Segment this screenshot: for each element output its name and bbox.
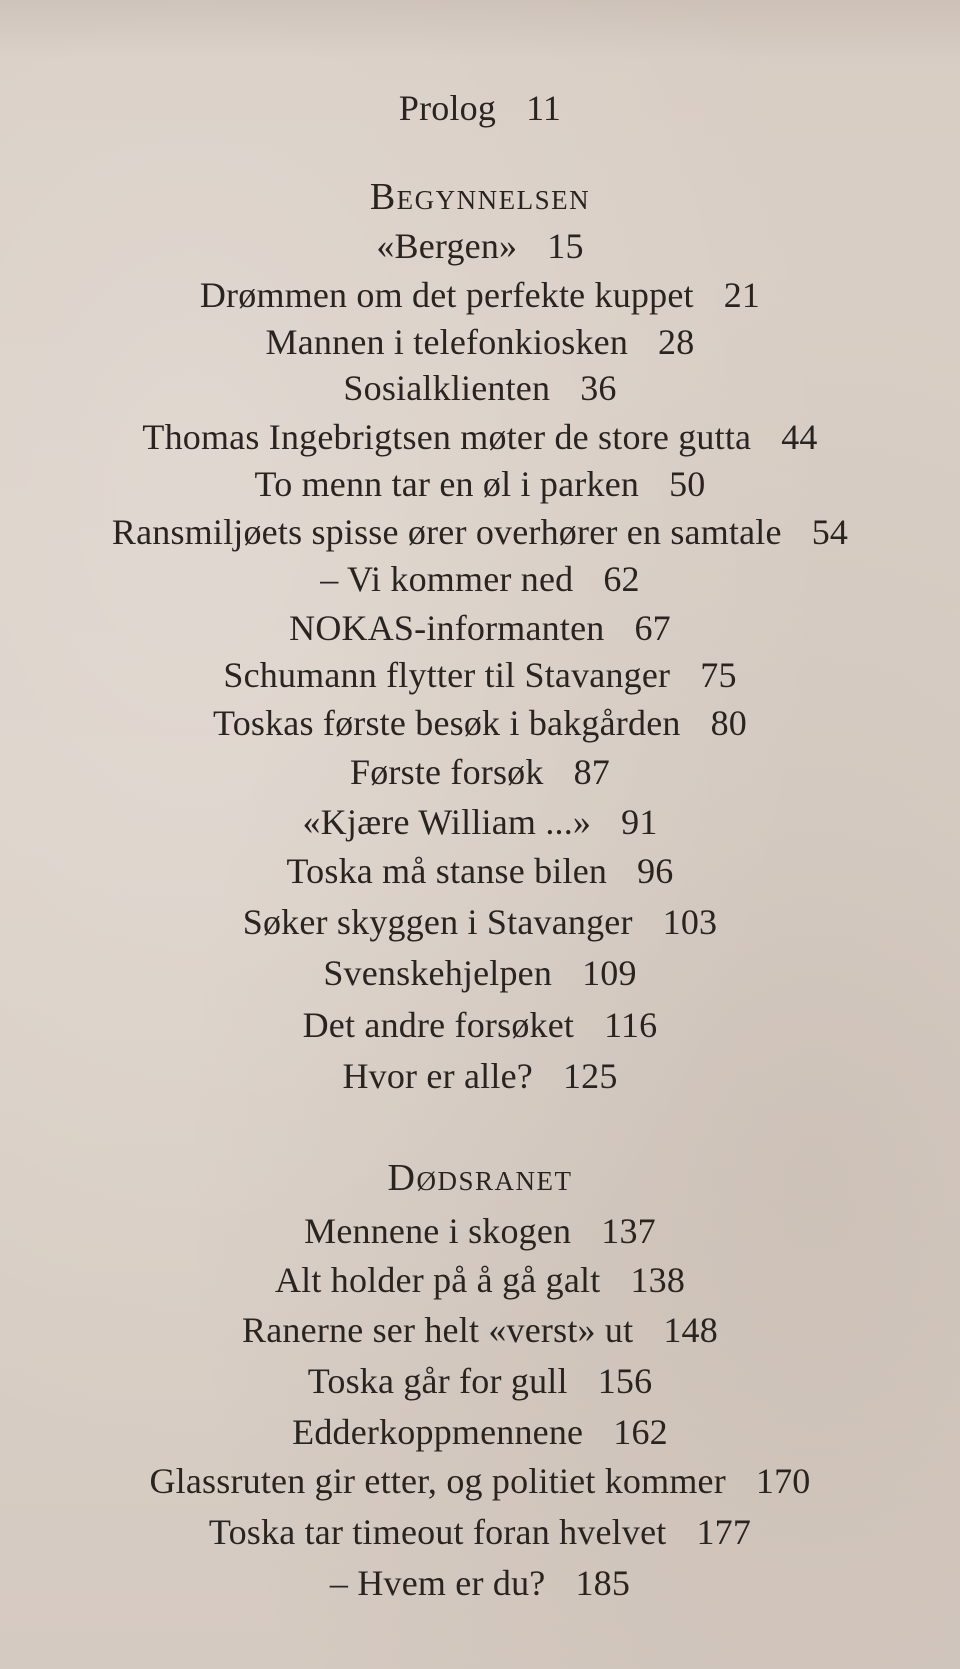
toc-entry	[0, 1508, 960, 1556]
toc-entry	[0, 1457, 960, 1505]
toc-entry-page: 80	[710, 703, 747, 743]
toc-entry-page: 170	[755, 1461, 811, 1501]
toc-entry-title: Toskas første besøk i bakgården	[213, 703, 681, 743]
toc-entry-page: 138	[630, 1260, 686, 1300]
toc-entry-page: 28	[658, 322, 695, 362]
toc-entry	[0, 1001, 960, 1049]
toc-entry-title: Ranerne ser helt «verst» ut	[242, 1310, 634, 1350]
toc-entry-title: Edderkoppmennene	[292, 1412, 584, 1452]
toc-entry	[0, 271, 960, 319]
toc-entry-title: – Hvem er du?	[329, 1563, 546, 1603]
toc-entry-page: 15	[547, 226, 584, 266]
toc-entry	[0, 798, 960, 846]
toc-entry-title: Thomas Ingebrigtsen møter de store gutta	[142, 417, 752, 457]
toc-entry	[0, 555, 960, 603]
toc-entry-title: «Kjære William ...»	[302, 802, 592, 842]
toc-entry-title: Glassruten gir etter, og politiet kommer	[149, 1461, 726, 1501]
toc-entry-page: 21	[723, 275, 761, 315]
toc-entry	[0, 1256, 960, 1304]
toc-entry-title: Toska tar timeout foran hvelvet	[208, 1512, 667, 1552]
toc-entry-title: Toska må stanse bilen	[286, 851, 608, 891]
toc-entry	[0, 1306, 960, 1354]
toc-entry	[0, 364, 960, 412]
toc-entry-page: 54	[811, 512, 849, 552]
toc-entry-title: NOKAS-informanten	[289, 608, 605, 648]
toc-entry-page: 148	[663, 1310, 718, 1350]
toc-entry-page: 109	[582, 953, 637, 993]
toc-entry-page: 62	[603, 559, 640, 599]
toc-entry-page: 116	[604, 1005, 658, 1045]
toc-entry	[0, 748, 960, 796]
toc-entry-title: Mennene i skogen	[304, 1211, 572, 1251]
toc-entry	[0, 508, 960, 556]
toc-entry-title: Ransmiljøets spisse ører overhører en samtale	[111, 512, 782, 552]
toc-entry-title: Søker skyggen i Stavanger	[242, 902, 633, 942]
toc-entry-title: Schumann flytter til Stavanger	[223, 655, 671, 695]
toc-entry-title: Mannen i telefonkiosken	[265, 322, 629, 362]
toc-entry-page: 87	[573, 752, 610, 792]
toc-entry-page: 125	[562, 1056, 618, 1096]
toc-entry	[0, 460, 960, 508]
toc-entry-page: 91	[621, 802, 658, 842]
toc-entry-page: 185	[575, 1563, 631, 1603]
toc-entry	[0, 1207, 960, 1255]
toc-entry	[0, 318, 960, 366]
toc-entry-page: 50	[669, 464, 706, 504]
toc-entry	[0, 898, 960, 946]
toc-entry-title: Drømmen om det perfekte kuppet	[199, 275, 694, 315]
toc-entry-page: 67	[634, 608, 671, 648]
toc-entry	[0, 222, 960, 270]
toc-entry-prolog	[0, 84, 960, 132]
toc-entry-page: 137	[601, 1211, 656, 1251]
toc-entry	[0, 1408, 960, 1456]
toc-entry-title: Alt holder på å gå galt	[274, 1260, 601, 1300]
toc-entry-page: 36	[580, 368, 617, 408]
toc-entry-page: 156	[597, 1361, 653, 1401]
toc-entry-title: Sosialklienten	[343, 368, 551, 408]
toc-entry-page: 75	[700, 655, 737, 695]
toc-entry-title: «Bergen»	[376, 226, 518, 266]
toc-entry	[0, 604, 960, 652]
toc-entry-title: Prolog	[398, 88, 497, 128]
toc-entry	[0, 1052, 960, 1100]
section-heading: Dødsranet	[387, 1157, 573, 1199]
toc-entry-page: 96	[637, 851, 674, 891]
toc-entry-title: Det andre forsøket	[302, 1005, 575, 1045]
toc-entry-title: – Vi kommer ned	[320, 559, 574, 599]
toc-entry	[0, 949, 960, 997]
section-heading: Begynnelsen	[369, 176, 591, 218]
toc-entry	[0, 847, 960, 895]
toc-entry	[0, 1559, 960, 1607]
toc-entry-page: 11	[526, 88, 562, 128]
toc-entry-page: 44	[781, 417, 818, 457]
toc-entry-page: 103	[662, 902, 718, 942]
toc-entry	[0, 1357, 960, 1405]
toc-entry-page: 177	[696, 1512, 752, 1552]
toc-entry-title: Første forsøk	[350, 752, 544, 792]
toc-entry-title: To menn tar en øl i parken	[254, 464, 640, 504]
toc-entry	[0, 413, 960, 461]
toc-entry-page: 162	[613, 1412, 668, 1452]
toc-entry-title: Toska går for gull	[307, 1361, 568, 1401]
toc-entry	[0, 651, 960, 699]
toc-entry-title: Svenskehjelpen	[323, 953, 553, 993]
toc-entry	[0, 699, 960, 747]
toc-entry-title: Hvor er alle?	[342, 1056, 533, 1096]
